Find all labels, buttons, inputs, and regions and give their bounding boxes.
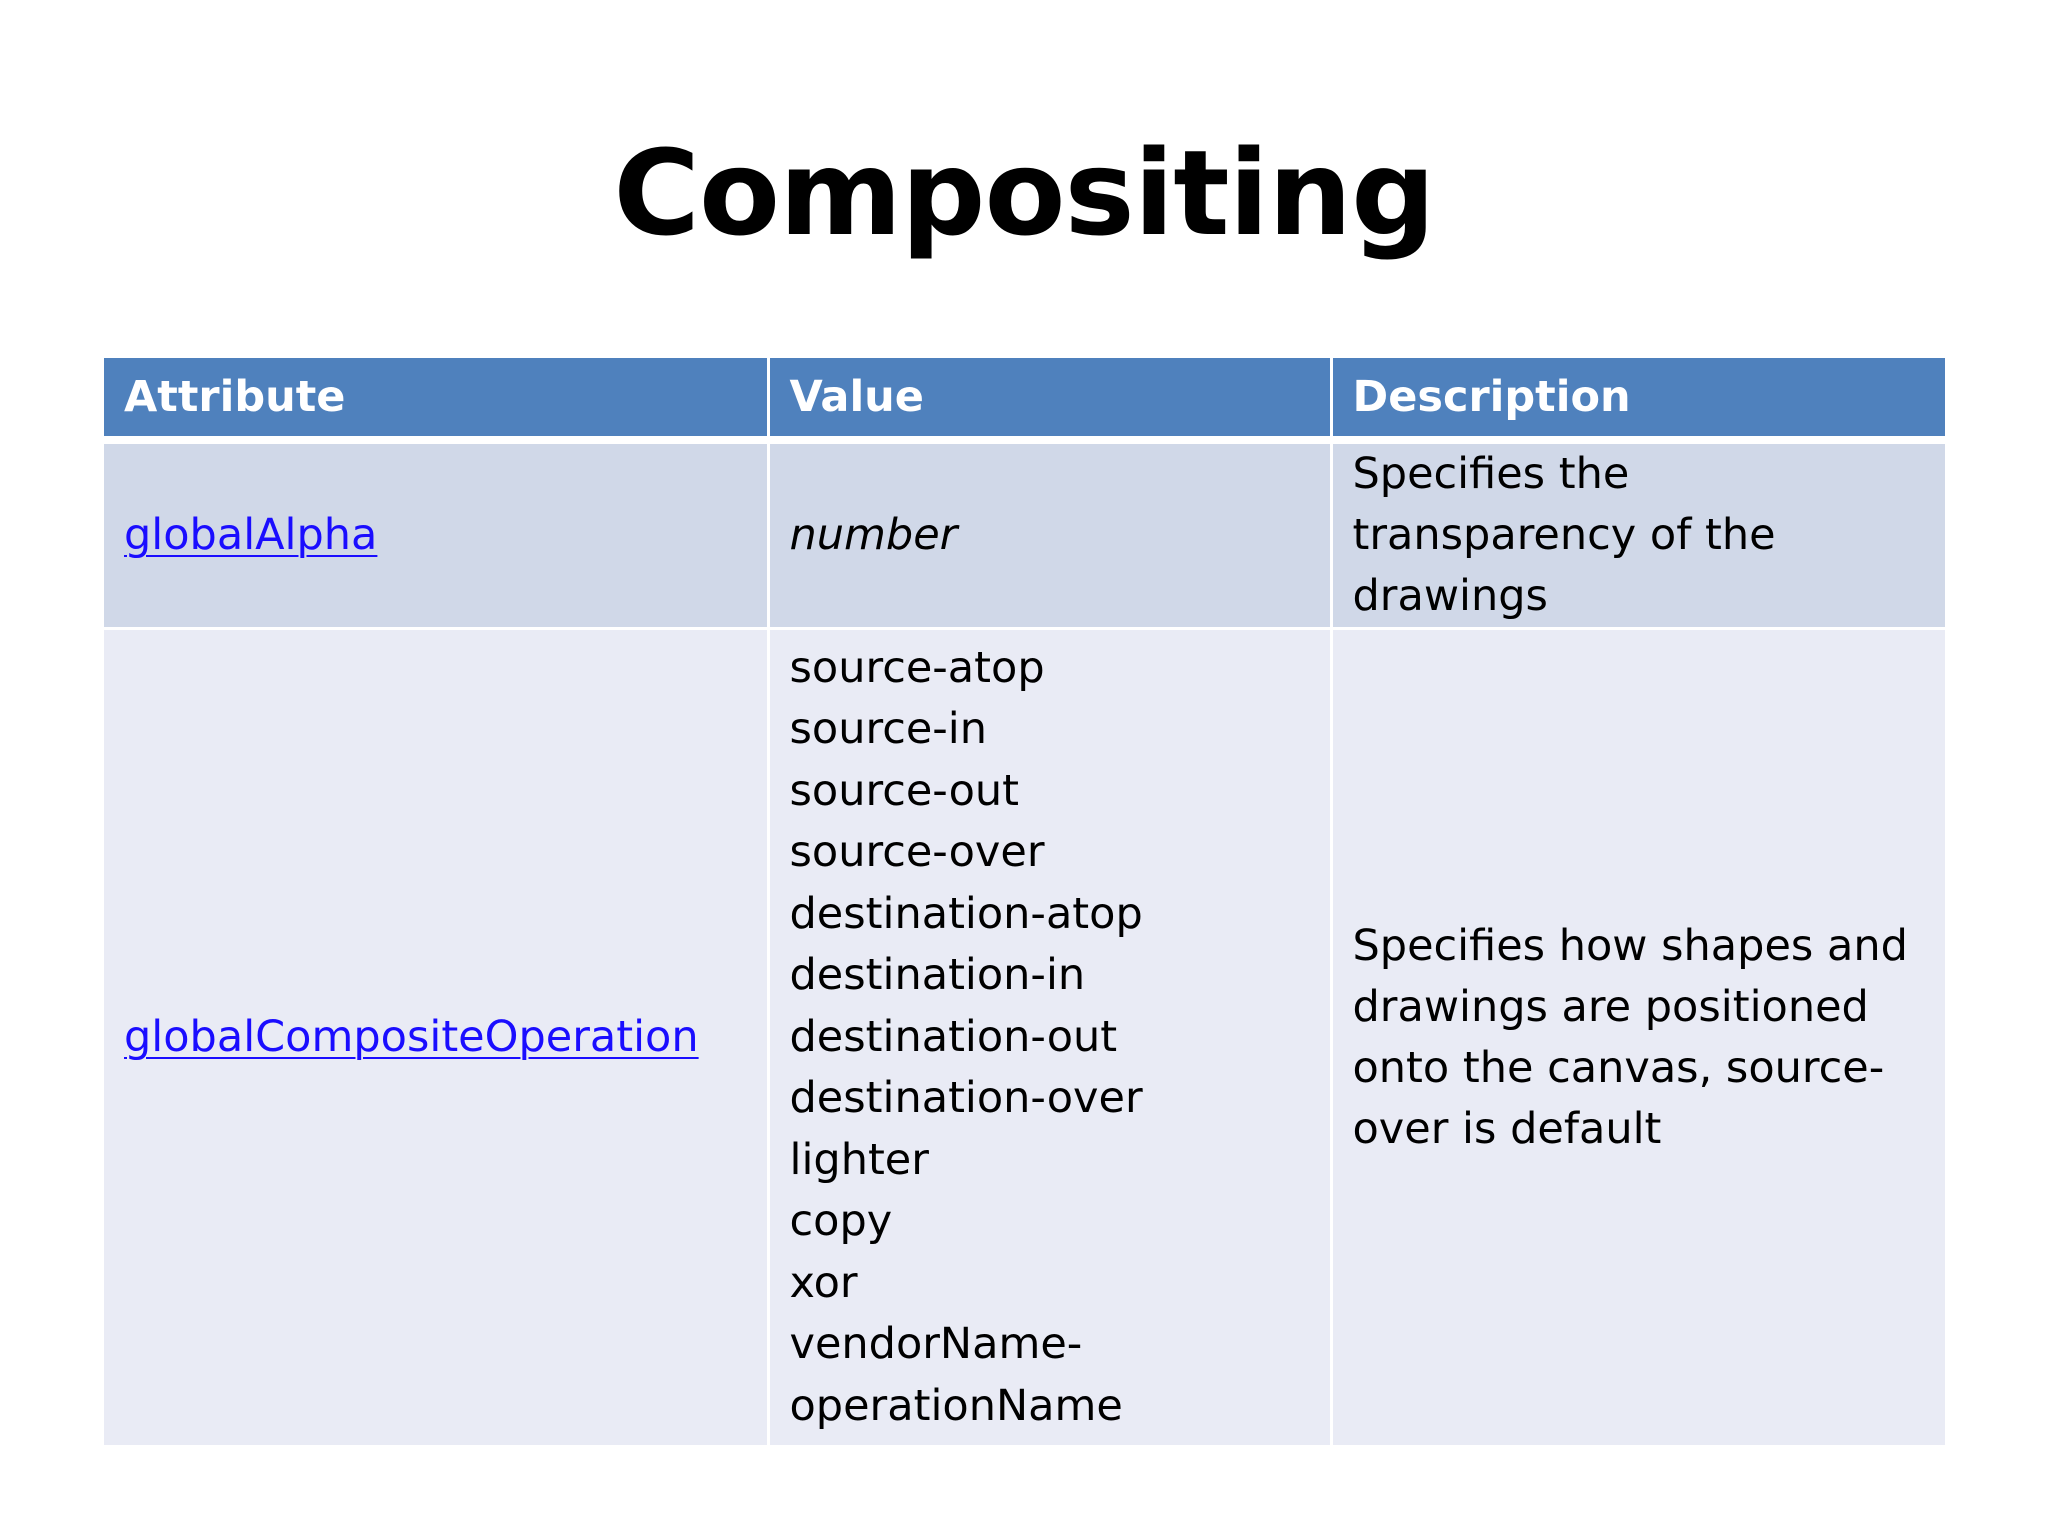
list-item: destination-in [789, 950, 1086, 1001]
list-item: source-in [789, 704, 988, 755]
table-row [104, 440, 1945, 629]
header-attribute: Attribute [104, 358, 768, 440]
slide-title: Compositing [613, 124, 1435, 262]
list-item: destination-over [789, 1073, 1143, 1124]
attribute-cell [104, 440, 768, 629]
list-item: xor [789, 1257, 858, 1308]
global-alpha-link[interactable]: globalAlpha [124, 510, 378, 560]
list-item: destination-atop [789, 888, 1143, 939]
global-composite-operation-link[interactable]: globalCompositeOperation [124, 1012, 699, 1062]
description-text: Specifies how shapes and drawings are positioned onto the canvas, source-over is default [1352, 920, 1908, 1154]
list-item: source-over [789, 827, 1045, 878]
composite-values-list [790, 638, 1310, 1438]
list-item: source-out [789, 765, 1020, 816]
list-item: destination-out [789, 1011, 1118, 1062]
compositing-table [104, 358, 1945, 1448]
description-cell [1331, 629, 1945, 1447]
list-item: copy [789, 1196, 893, 1247]
list-item: vendorName- [789, 1319, 1083, 1370]
description-cell [1331, 440, 1945, 629]
value-cell [768, 629, 1331, 1447]
list-item: lighter [789, 1134, 929, 1185]
description-text: Specifies the transparency of the drawings [1352, 449, 1776, 621]
table-row [104, 629, 1945, 1447]
list-item: operationName [789, 1380, 1123, 1431]
header-value: Value [768, 358, 1331, 440]
table-header-row [104, 358, 1945, 440]
list-item: source-atop [789, 642, 1045, 693]
value-cell [768, 440, 1331, 629]
attribute-cell [104, 629, 768, 1447]
value-text: number [789, 510, 958, 560]
header-description: Description [1331, 358, 1945, 440]
